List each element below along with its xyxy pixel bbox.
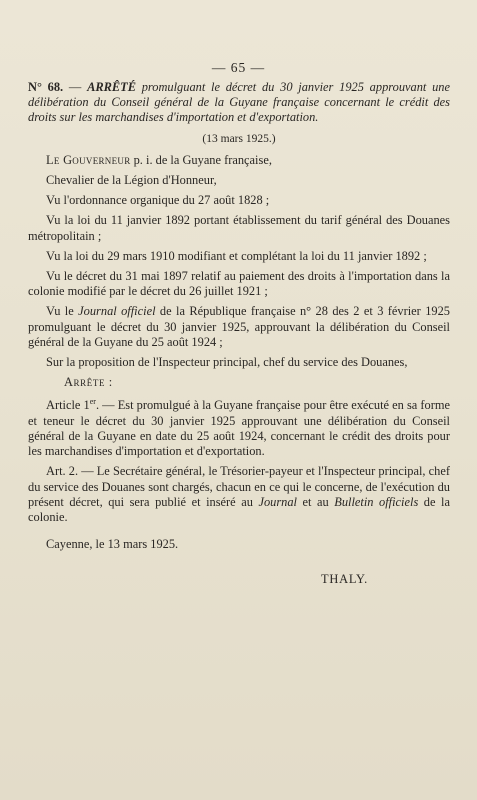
- vu-jo-start: Vu le: [46, 304, 79, 319]
- decree-date: (13 mars 1925.): [202, 132, 276, 145]
- article-2-end: de la colonie.: [28, 494, 450, 524]
- vu-decret-1897: Vu le décret du 31 mai 1897 relatif au paiement des droits à l'importation dans la colonie modifié par le décret du 26 juillet 1921 ;: [28, 269, 450, 299]
- vu-jo-rest: de la République française n° 28 des 2 et 3 février 1925 promulguant le décret du 30 janvier 1925, approuvant la délibération du Conseil général de la Guyane du 25 août 1924 ;: [28, 304, 450, 349]
- signature: THALY.: [320, 572, 368, 587]
- title-dash: —: [63, 80, 88, 94]
- arrete-word: ARRÊTÉ: [87, 80, 136, 94]
- title-text: promulguant le décret du 30 janvier 1925 approuvant une délibération du Conseil général de la Guyane française concernant le crédit des droits sur les marchandises d'importation et d'exportation.: [28, 80, 450, 125]
- journal-italic: Journal: [258, 494, 297, 509]
- vu-ordonnance: Vu l'ordonnance organique du 27 août 1828 ;: [46, 193, 270, 208]
- arrete-heading: Arrête :: [64, 375, 113, 390]
- article-2-start: Art. 2. — Le Secrétaire général, le Trésorier-payeur et l'Inspecteur principal, chef du service des Douanes sont chargés, chacun en ce qui le concerne, de l'exécution du présent décret, qui sera publié et inséré au: [28, 464, 450, 509]
- article-1-text: . — Est promulgué à la Guyane française pour être exécuté en sa forme et teneur le décret du 30 janvier 1925 approuvant une délibération du Conseil général de la Guyane en date du 25 août 1924, concernant le crédit des droits pour les marchandises d'importation et d'exportation.: [28, 398, 451, 459]
- bulletin-italic: Bulletin officiels: [334, 494, 419, 509]
- decree-number: N° 68.: [28, 80, 64, 94]
- chevalier-line: Chevalier de la Légion d'Honneur,: [46, 173, 217, 188]
- journal-officiel-italic: Journal officiel: [78, 304, 156, 319]
- vu-loi-1892: Vu la loi du 11 janvier 1892 portant établissement du tarif général des Douanes métropolitain ;: [28, 213, 450, 243]
- gouverneur-title: Le Gouverneur: [46, 152, 131, 167]
- gouverneur-line: [28, 153, 450, 168]
- article-2-mid: et au: [297, 494, 335, 509]
- gouverneur-rest: p. i. de la Guyane française,: [130, 152, 272, 167]
- article-1-sup: er: [89, 397, 96, 407]
- article-2: [28, 464, 450, 525]
- place-date: Cayenne, le 13 mars 1925.: [46, 537, 179, 552]
- article-1-label: Article 1: [46, 398, 90, 413]
- document-body: [28, 80, 450, 588]
- decree-title: [28, 80, 450, 126]
- sur-proposition: Sur la proposition de l'Inspecteur principal, chef du service des Douanes,: [46, 355, 408, 370]
- article-1: [28, 394, 450, 459]
- vu-loi-1910: Vu la loi du 29 mars 1910 modifiant et complétant la loi du 11 janvier 1892 ;: [46, 248, 427, 263]
- page-number: — 65 —: [211, 60, 266, 75]
- vu-journal-officiel: [28, 304, 450, 350]
